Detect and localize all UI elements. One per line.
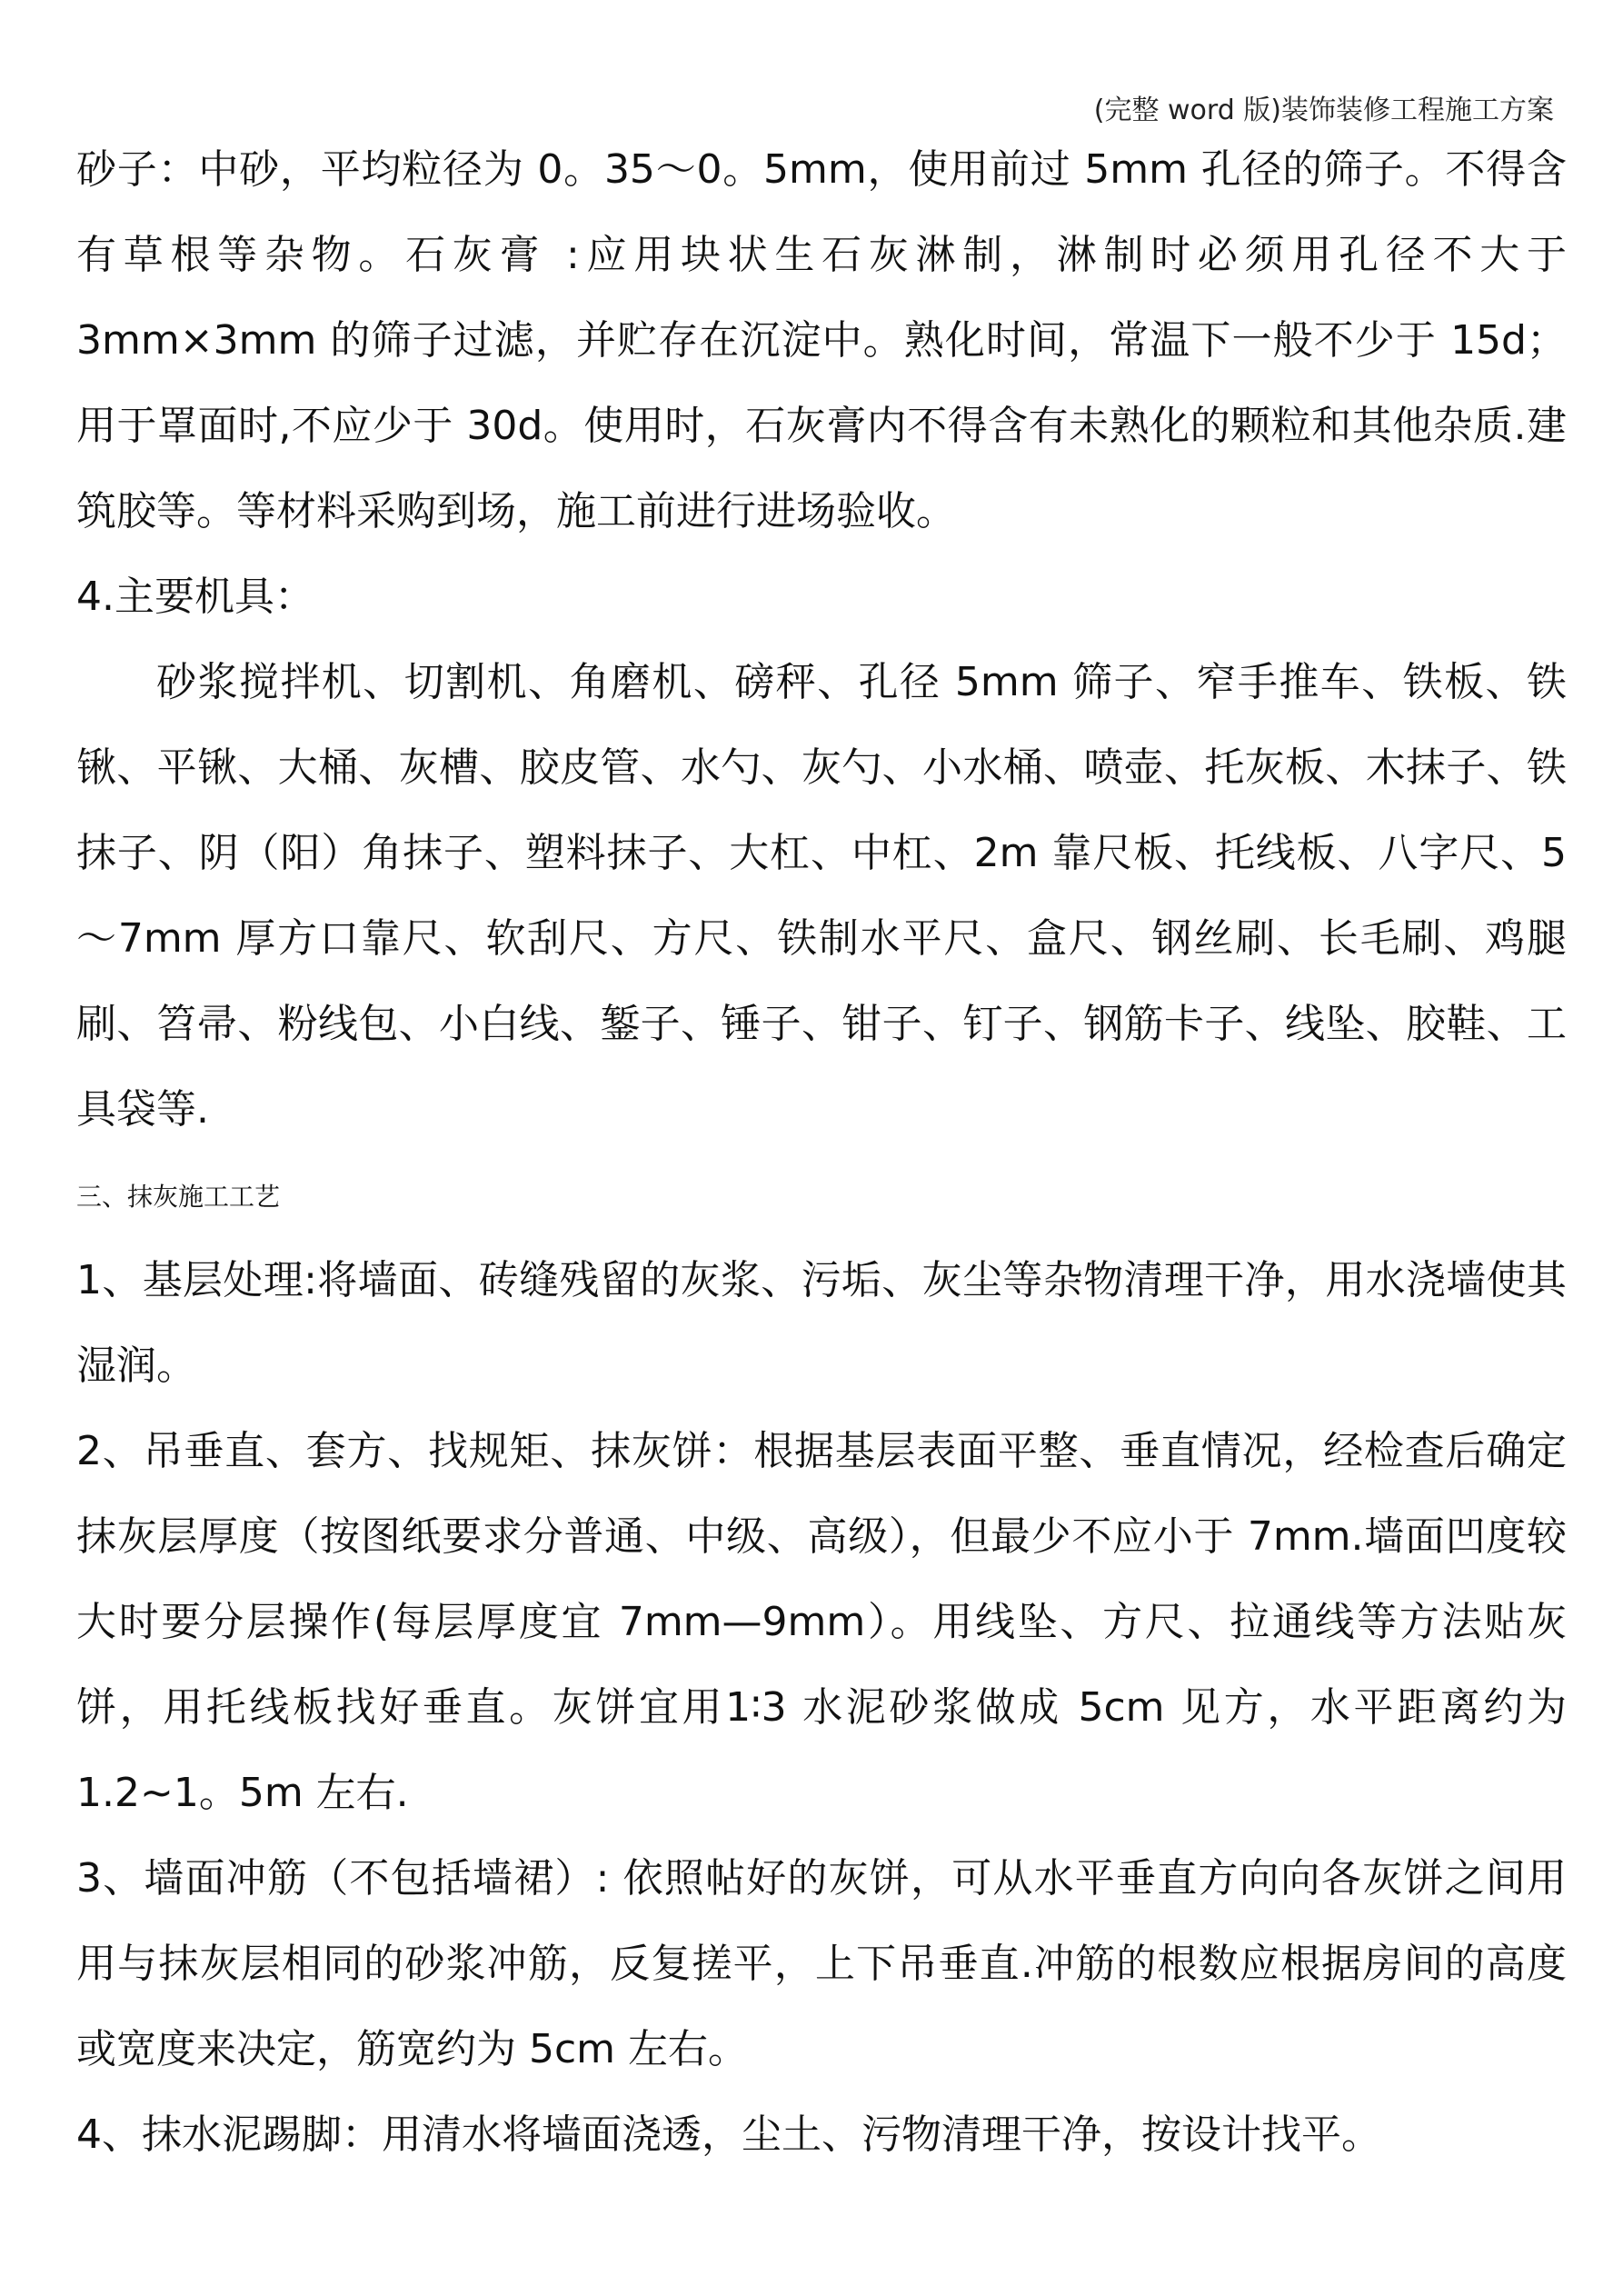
step-4-paragraph: 4、抹水泥踢脚：用清水将墙面浇透，尘土、污物清理干净，按设计找平。: [76, 2111, 1381, 2158]
page-header: (完整 word 版)装饰装修工程施工方案: [1093, 95, 1554, 126]
tools-list-paragraph: 砂浆搅拌机、切割机、角磨机、磅秤、孔径 5mm 筛子、窄手推车、铁板、铁锹、平锹、大桶、灰槽、胶皮管、水勺、灰勺、小水桶、喷壶、托灰板、木抹子、铁抹子、阴（阳）角抹子、塑料抹子、大杠、中杠、2m 靠尺板、托线板、八字尺、5～7mm 厚方口靠尺、软刮尺、方尺、铁制水平尺、盒尺、钢丝刷、长毛刷、鸡腿刷、笤帚、粉线包、小白线、錾子、锤子、钳子、钉子、钢筋卡子、线坠、胶鞋、工具袋等.: [76, 659, 1567, 1133]
tools-heading: 4.主要机具：: [76, 574, 314, 620]
step-2-paragraph: 2、吊垂直、套方、找规矩、抹灰饼：根据基层表面平整、垂直情况，经检查后确定抹灰层厚度（按图纸要求分普通、中级、高级），但最少不应小于 7mm.墙面凹度较大时要分层操作(每层厚度宜 7mm—9mm）。用线坠、方尺、拉通线等方法贴灰饼，用托线板找好垂直。灰饼宜用1∶3 水泥砂浆做成 5cm 见方，水平距离约为 1.2~1。5m 左右.: [76, 1428, 1567, 1816]
step-3-paragraph: 3、墙面冲筋（不包括墙裙）: 依照帖好的灰饼，可从水平垂直方向向各灰饼之间用用与抹灰层相同的砂浆冲筋，反复搓平，上下吊垂直.冲筋的根数应根据房间的高度或宽度来决定，筋宽约为 5cm 左右。: [76, 1855, 1567, 2072]
document-body: [76, 127, 1567, 2178]
section-title: 三、抹灰施工工艺: [76, 1182, 281, 1212]
step-1-paragraph: 1、基层处理:将墙面、砖缝残留的灰浆、污垢、灰尘等杂物清理干净，用水浇墙使其湿润。: [76, 1257, 1567, 1389]
materials-paragraph: 砂子：中砂，平均粒径为 0。35～0。5mm，使用前过 5mm 孔径的筛子。不得含有草根等杂物。石灰膏 :应用块状生石灰淋制，淋制时必须用孔径不大于 3mm×3mm 的筛子过滤，并贮存在沉淀中。熟化时间，常温下一般不少于 15d；用于罩面时,不应少于 30d。使用时，石灰膏内不得含有未熟化的颗粒和其他杂质.建筑胶等。等材料采购到场，施工前进行进场验收。: [76, 146, 1567, 534]
